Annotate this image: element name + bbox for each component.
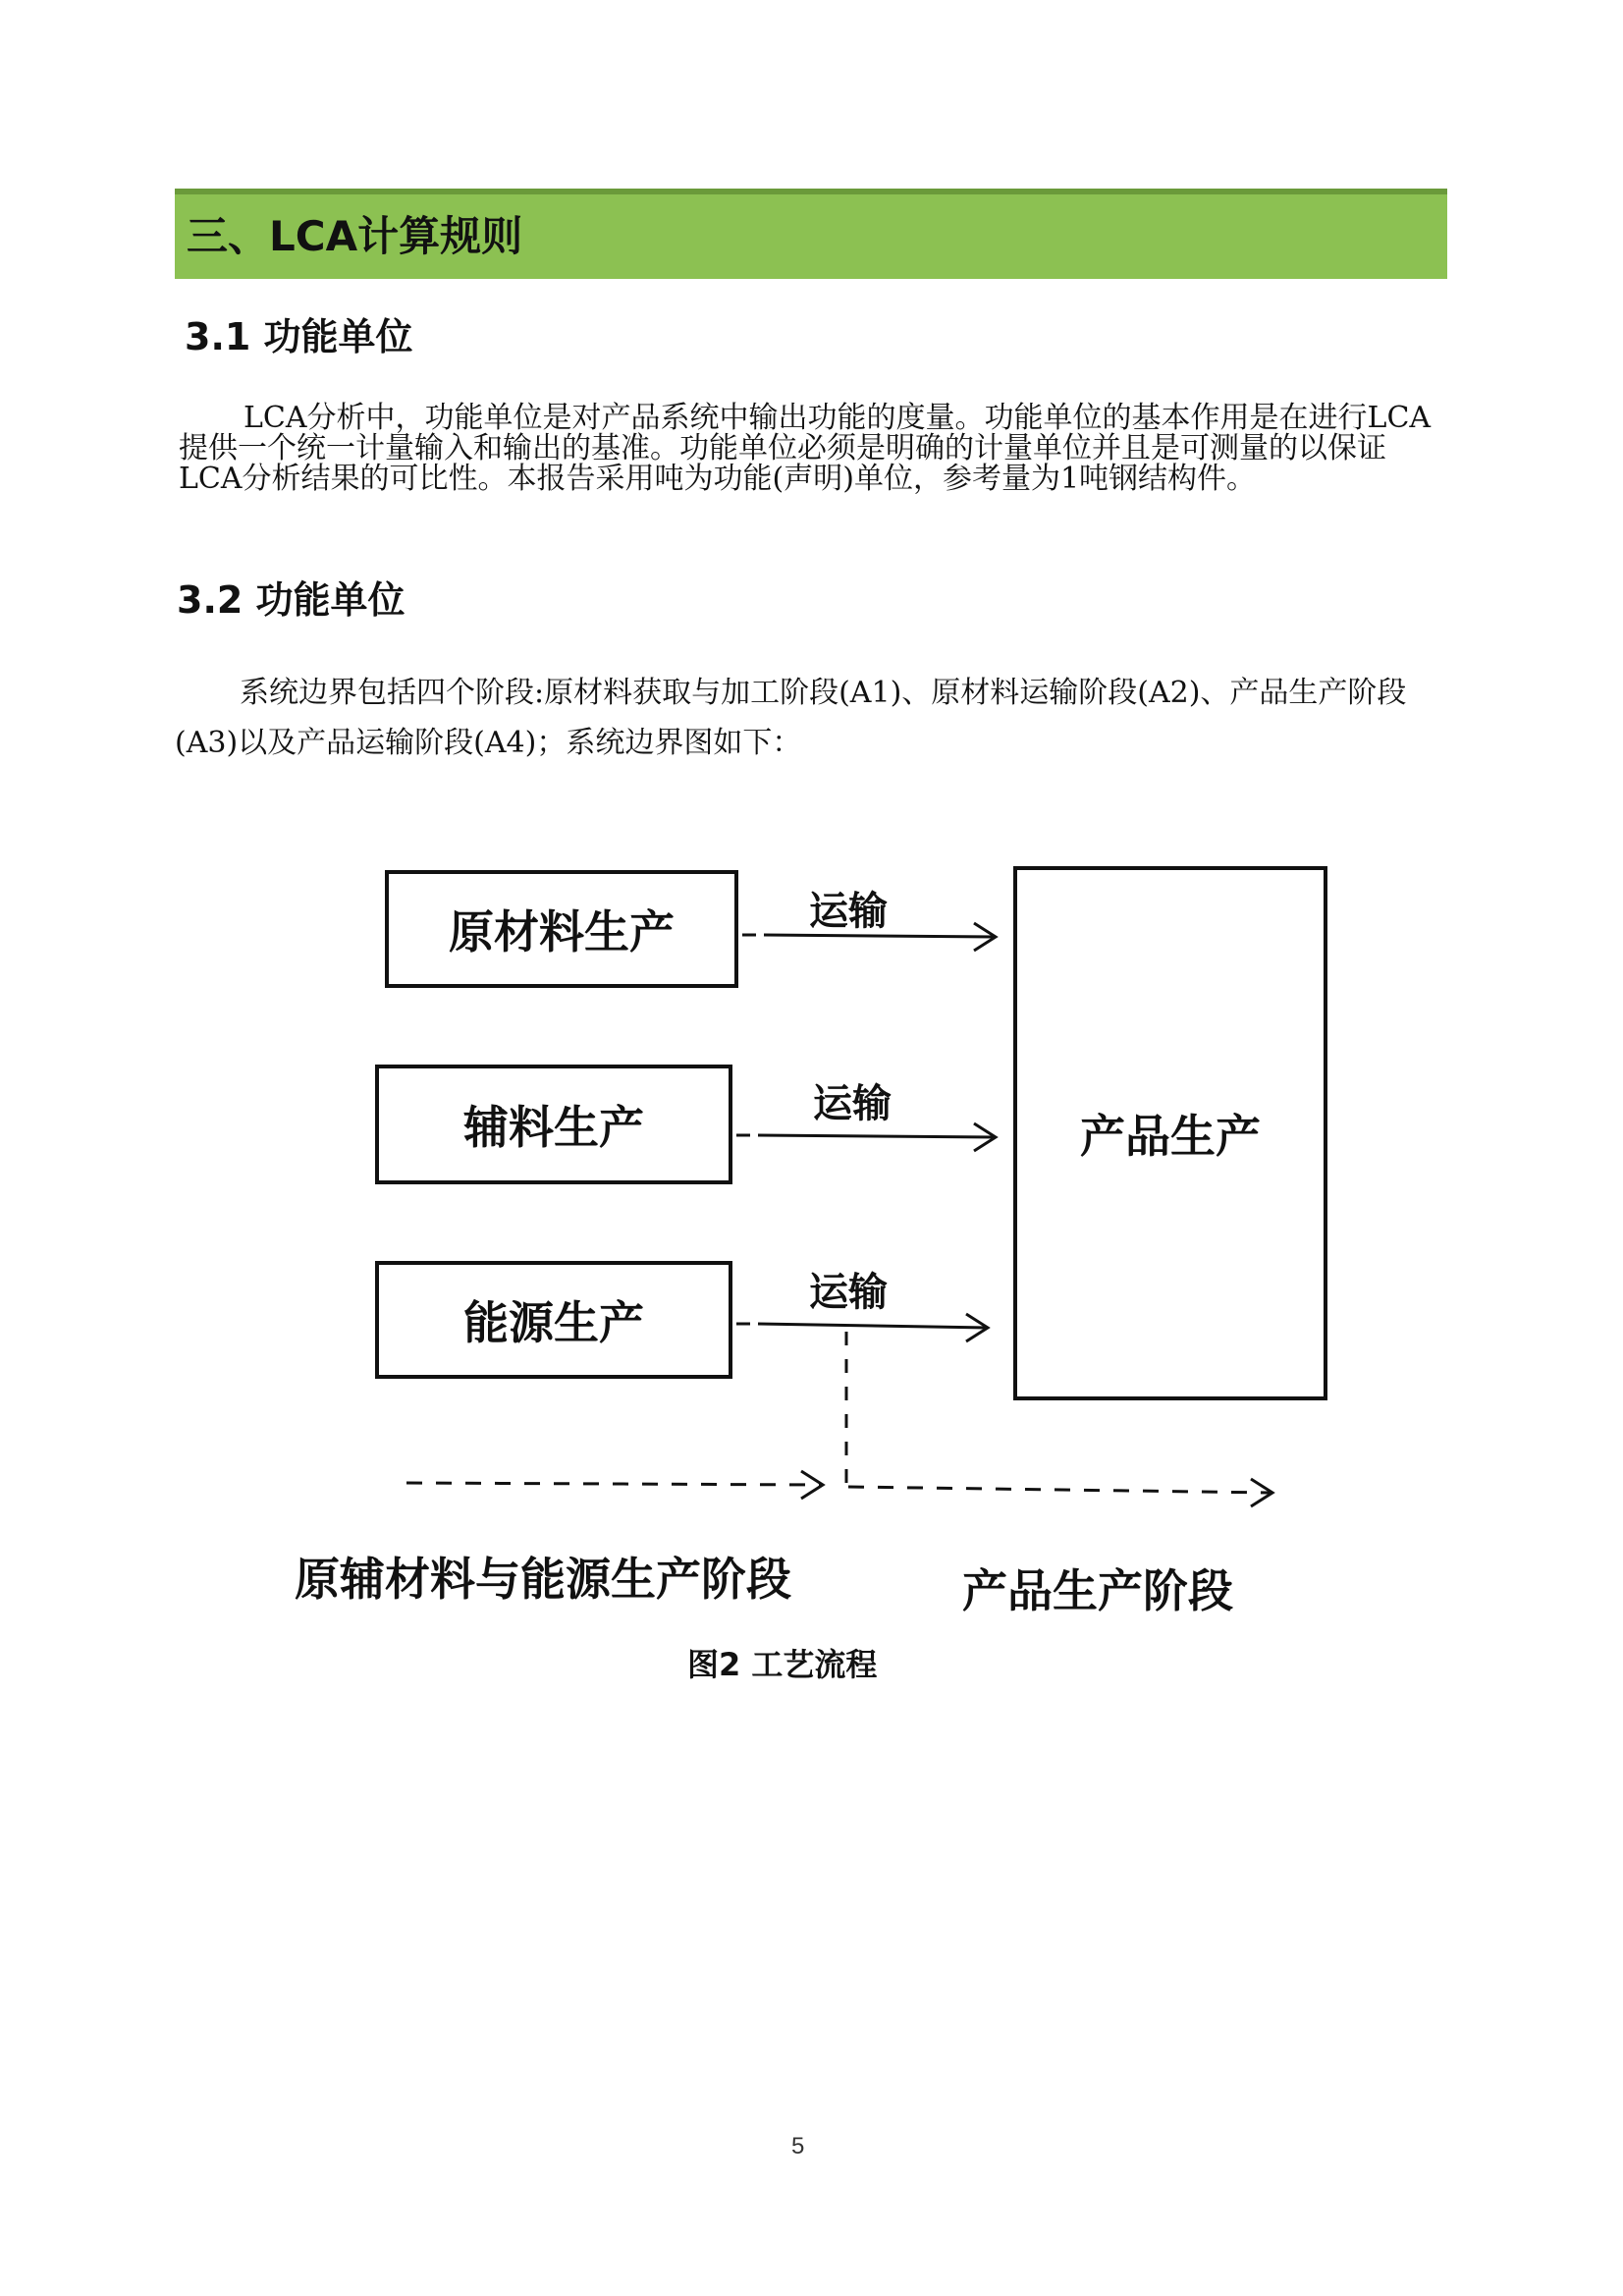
product-production-box: 产品生产	[1013, 866, 1327, 1400]
stage-arrow-left	[406, 1483, 821, 1485]
section-banner	[175, 189, 1447, 279]
transport-label-1: 运输	[809, 889, 888, 934]
process-flow-diagram	[275, 845, 1355, 1630]
raw-material-production-box: 原材料生产	[385, 870, 738, 988]
stage-label-product: 产品生产阶段	[962, 1564, 1233, 1617]
transport-label-3: 运输	[809, 1270, 888, 1315]
energy-production-box: 能源生产	[375, 1261, 732, 1379]
stage-label-materials-energy: 原辅材料与能源生产阶段	[295, 1553, 791, 1606]
auxiliary-production-box: 辅料生产	[375, 1065, 732, 1184]
transport-label-2: 运输	[813, 1081, 892, 1126]
paragraph-text: 系统边界包括四个阶段:原材料获取与加工阶段(A1)、原材料运输阶段(A2)、产品生产阶段(A3)以及产品运输阶段(A4)；系统边界图如下：	[175, 676, 1407, 760]
paragraph-text: LCA分析中，功能单位是对产品系统中输出功能的度量。功能单位的基本作用是在进行LCA提供一个统一计量输入和输出的基准。功能单位必须是明确的计量单位并且是可测量的以保证LCA分析结果的可比性。本报告采用吨为功能(声明)单位，参考量为1吨钢结构件。	[179, 401, 1432, 496]
figure-caption: 图2 工艺流程	[687, 1646, 878, 1683]
subsection-heading-3-2: 3.2 功能单位	[177, 578, 406, 622]
stage-arrow-right	[848, 1487, 1271, 1493]
paragraph-system-boundary	[175, 668, 1432, 768]
page-number: 5	[791, 2133, 805, 2159]
section-title: 三、LCA计算规则	[187, 212, 523, 260]
subsection-heading-3-1: 3.1 功能单位	[185, 315, 413, 358]
paragraph-functional-unit	[179, 403, 1435, 494]
